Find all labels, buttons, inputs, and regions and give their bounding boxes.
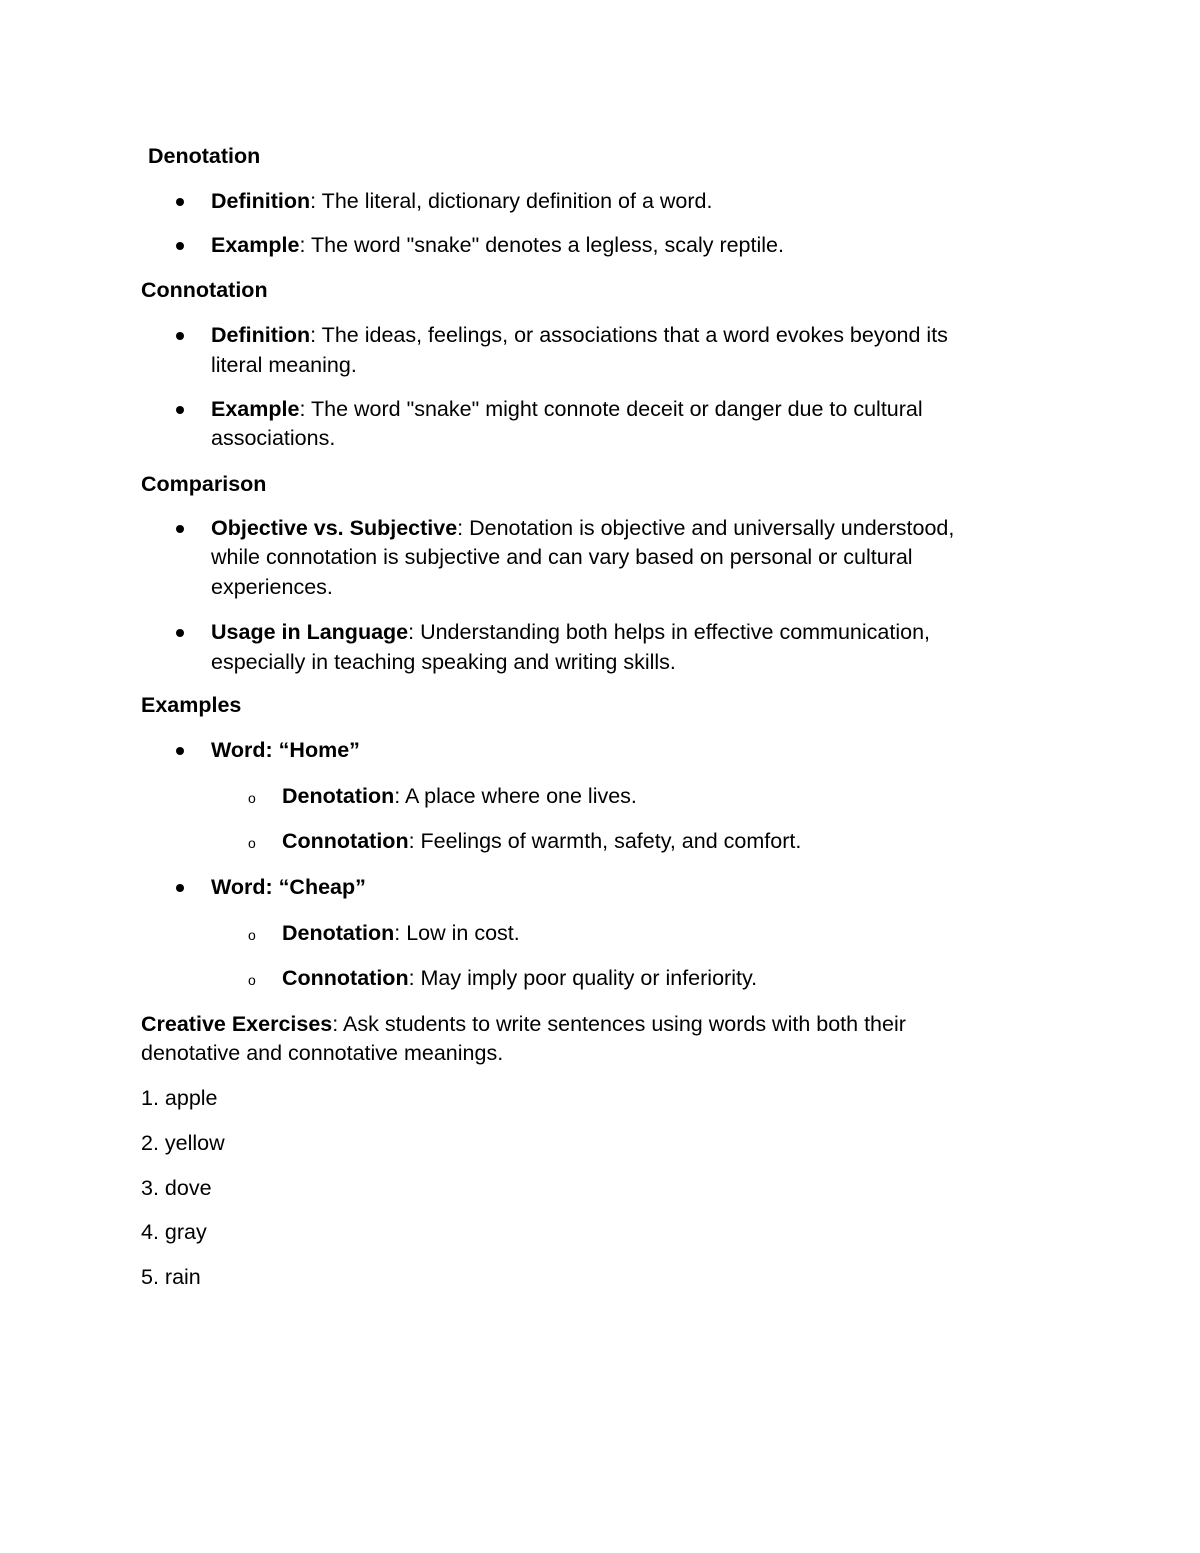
sub-bullet-icon: o	[248, 790, 256, 806]
exercise-list-item: 2. yellow	[141, 1131, 225, 1155]
item-label: Denotation	[282, 921, 395, 945]
list-item-continuation: especially in teaching speaking and writing skills.	[211, 650, 676, 674]
sub-bullet-icon: o	[248, 972, 256, 988]
bullet-icon	[176, 629, 184, 637]
sub-bullet-icon: o	[248, 927, 256, 943]
item-text: : The literal, dictionary definition of a word.	[310, 189, 713, 213]
section-heading-connotation: Connotation	[141, 278, 268, 302]
bullet-icon	[176, 525, 184, 533]
item-label: Definition	[211, 189, 311, 213]
exercise-list-item: 5. rain	[141, 1265, 201, 1289]
bullet-icon	[176, 198, 184, 206]
list-item-continuation: literal meaning.	[211, 353, 357, 377]
bullet-icon	[176, 242, 184, 250]
exercise-list-item: 4. gray	[141, 1220, 207, 1244]
bullet-icon	[176, 747, 184, 755]
item-text: : May imply poor quality or inferiority.	[408, 966, 758, 990]
item-label: Example	[211, 233, 300, 257]
list-item-continuation: while connotation is subjective and can vary based on personal or cultural	[211, 545, 913, 569]
sub-list-item	[282, 781, 637, 811]
sub-bullet-icon: o	[248, 835, 256, 851]
item-text: : Low in cost.	[394, 921, 520, 945]
creative-exercises-paragraph	[141, 1009, 906, 1039]
word-label-home: Word: “Home”	[211, 738, 360, 762]
sub-list-item	[282, 918, 520, 948]
item-text: : The word "snake" denotes a legless, scaly reptile.	[299, 233, 784, 257]
item-label: Usage in Language	[211, 620, 409, 644]
list-item	[211, 513, 954, 543]
word-label-cheap: Word: “Cheap”	[211, 875, 366, 899]
exercise-list-item: 3. dove	[141, 1176, 212, 1200]
item-text: : Feelings of warmth, safety, and comfort.	[408, 829, 802, 853]
list-item	[211, 394, 923, 424]
bullet-icon	[176, 332, 184, 340]
creative-exercises-label: Creative Exercises	[141, 1012, 333, 1036]
item-label: Connotation	[282, 829, 409, 853]
item-label: Connotation	[282, 966, 409, 990]
item-text: : A place where one lives.	[394, 784, 637, 808]
item-label: Denotation	[282, 784, 395, 808]
item-text: : Understanding both helps in effective communication,	[408, 620, 931, 644]
list-item	[211, 186, 712, 216]
section-heading-examples: Examples	[141, 693, 242, 717]
item-label: Objective vs. Subjective	[211, 516, 458, 540]
item-text: : The word "snake" might connote deceit or danger due to cultural	[299, 397, 923, 421]
list-item	[211, 617, 930, 647]
bullet-icon	[176, 884, 184, 892]
section-heading-comparison: Comparison	[141, 472, 267, 496]
exercise-list-item: 1. apple	[141, 1086, 218, 1110]
sub-list-item	[282, 963, 757, 993]
item-label: Example	[211, 397, 300, 421]
list-item-continuation: experiences.	[211, 575, 333, 599]
section-heading-denotation: Denotation	[148, 144, 261, 168]
list-item	[211, 320, 948, 350]
creative-exercises-text: : Ask students to write sentences using words with both their	[332, 1012, 906, 1036]
item-label: Definition	[211, 323, 311, 347]
list-item-continuation: associations.	[211, 426, 336, 450]
sub-list-item	[282, 826, 801, 856]
item-text: : The ideas, feelings, or associations that a word evokes beyond its	[310, 323, 948, 347]
list-item	[211, 230, 784, 260]
item-text: : Denotation is objective and universally understood,	[457, 516, 955, 540]
bullet-icon	[176, 406, 184, 414]
creative-exercises-continuation: denotative and connotative meanings.	[141, 1041, 504, 1065]
